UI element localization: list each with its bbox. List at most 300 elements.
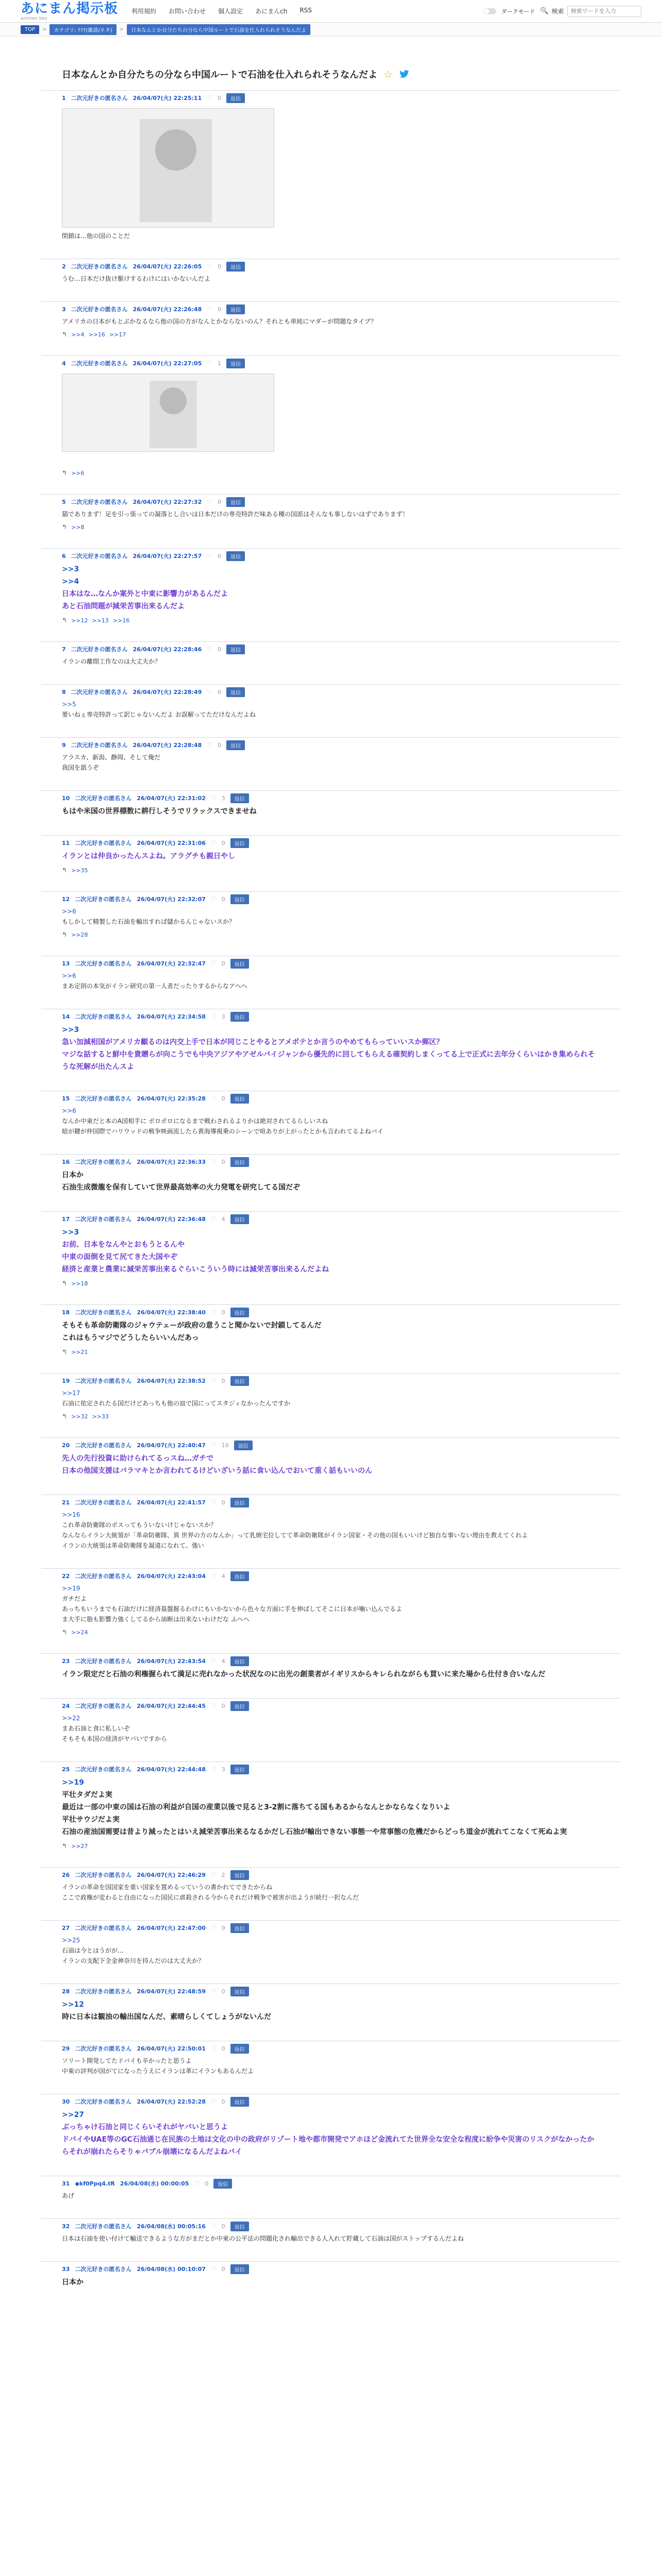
post-number[interactable]: 31 <box>62 2180 70 2187</box>
post-spacer <box>62 284 600 296</box>
post-date: 26/04/07(火) 22:32:47 <box>137 960 206 967</box>
reply-link[interactable]: >>21 <box>71 1348 88 1355</box>
reply-anchor[interactable]: >>3 <box>62 565 79 573</box>
post-spacer <box>62 720 600 732</box>
replies-row <box>62 1348 600 1355</box>
reply-button[interactable]: 返信 <box>234 1440 253 1450</box>
post <box>41 355 621 494</box>
reply-link[interactable]: >>24 <box>71 1629 88 1636</box>
post-header <box>62 302 600 316</box>
post-header <box>62 1305 600 1319</box>
reply-button[interactable]: 返信 <box>226 304 245 314</box>
post-date: 26/04/07(火) 22:43:04 <box>137 1573 206 1580</box>
reply-button[interactable]: 返信 <box>230 894 249 904</box>
reply-button[interactable]: 返信 <box>230 1870 249 1880</box>
post-spacer <box>62 1355 600 1368</box>
breadcrumb-item[interactable]: TOP <box>21 25 39 34</box>
heart-icon[interactable]: ♡ <box>210 1499 217 1506</box>
post <box>41 2094 621 2176</box>
logo-subtext: animan bbs <box>21 15 47 21</box>
reply-anchor[interactable]: >>17 <box>62 1389 80 1397</box>
post-header <box>62 2219 600 2233</box>
post-body <box>62 1452 600 1477</box>
reply-link[interactable]: >>28 <box>71 931 88 938</box>
reply-button[interactable]: 返信 <box>230 1923 249 1933</box>
post-header <box>62 1699 600 1713</box>
post-date: 26/04/07(火) 22:32:07 <box>137 896 206 903</box>
reply-button[interactable]: 返信 <box>230 793 249 803</box>
reply-button[interactable]: 返信 <box>230 1987 249 1996</box>
post-spacer <box>62 2158 600 2171</box>
nav-item[interactable]: あにまんch <box>255 8 288 15</box>
post-number[interactable]: 28 <box>62 1988 70 1995</box>
heart-icon[interactable]: ♡ <box>207 688 212 696</box>
post-number[interactable]: 26 <box>62 1871 70 1878</box>
post-author: 二次元好きの匿名さん <box>75 1095 132 1102</box>
reply-button[interactable]: 返信 <box>226 262 245 272</box>
logo-text[interactable]: あにまん掲示板 <box>21 1 119 16</box>
post-line: うむ…日本だけ抜け駆けするわけにはいかないんだよ <box>62 275 211 282</box>
post-number[interactable]: 1 <box>62 94 66 101</box>
reply-icon: ↰ <box>62 617 68 624</box>
post-date: 26/04/07(火) 22:27:32 <box>133 499 202 505</box>
post <box>41 2041 621 2094</box>
post-number[interactable]: 22 <box>62 1572 70 1580</box>
reply-anchor[interactable]: >>5 <box>62 701 76 708</box>
post-number[interactable]: 10 <box>62 794 70 802</box>
post-line: 平壮サウジだよ実 <box>62 1816 120 1824</box>
post-date: 26/04/07(火) 22:35:28 <box>137 1095 206 1102</box>
post <box>41 1495 621 1568</box>
replies-row <box>62 523 600 531</box>
post-list <box>41 90 621 2306</box>
reply-button[interactable]: 返信 <box>230 1765 249 1774</box>
post-body <box>62 1998 600 2023</box>
reply-anchor[interactable]: >>3 <box>62 1026 79 1034</box>
breadcrumb-item[interactable]: カテゴリ: ???(雑談/ネタ) <box>49 24 116 35</box>
heart-icon[interactable]: ♡ <box>210 1871 217 1878</box>
like-count: 0 <box>221 2098 225 2105</box>
heart-icon[interactable]: ♡ <box>210 2098 217 2105</box>
post-body <box>62 1024 600 1073</box>
reply-button[interactable]: 返信 <box>230 959 249 969</box>
post-body <box>62 1388 600 1409</box>
post-date: 26/04/07(火) 22:26:48 <box>133 306 202 313</box>
reply-button[interactable]: 返信 <box>230 2222 249 2231</box>
dark-mode-label: ダークモード <box>501 8 535 15</box>
post-line: マジな話すると鮮中を貴贈らが向こうでも中央アジアやアゼルバイジャンから優先的に回してもらえる確契約しまくってる上で正式に去年分くらいはかき集められそうな死解が出たんスよ <box>62 1050 595 1071</box>
post-number[interactable]: 29 <box>62 2045 70 2052</box>
nav-item[interactable]: RSS <box>300 7 312 14</box>
heart-icon[interactable]: ♡ <box>210 794 217 802</box>
post-body <box>62 906 600 927</box>
thread-container <box>21 37 641 2306</box>
twitter-icon[interactable] <box>399 69 409 79</box>
like-count: 10 <box>221 1442 229 1449</box>
post-number[interactable]: 15 <box>62 1095 70 1102</box>
reply-button[interactable]: 返信 <box>230 1701 249 1711</box>
post-number[interactable]: 25 <box>62 1766 70 1773</box>
heart-icon[interactable]: ♡ <box>207 552 212 560</box>
reply-button[interactable]: 返信 <box>230 1094 249 1104</box>
post-number[interactable]: 3 <box>62 306 66 313</box>
heart-icon[interactable]: ♡ <box>210 1988 217 1995</box>
heart-icon[interactable]: ♡ <box>207 498 212 505</box>
post-author: 二次元好きの匿名さん <box>75 1703 132 1709</box>
post-number[interactable]: 12 <box>62 895 70 903</box>
reply-link[interactable]: >>12 <box>71 617 88 624</box>
main-nav <box>131 7 312 15</box>
post-number[interactable]: 7 <box>62 646 66 653</box>
post-header <box>62 1438 600 1452</box>
post-number[interactable]: 32 <box>62 2223 70 2230</box>
reply-link[interactable]: >>16 <box>88 331 105 338</box>
post <box>41 494 621 548</box>
post-image[interactable] <box>62 374 274 452</box>
post-date: 26/04/07(火) 22:36:33 <box>137 1159 206 1165</box>
post <box>41 1154 621 1211</box>
replies-row <box>62 867 600 874</box>
heart-icon[interactable]: ♡ <box>210 1158 217 1165</box>
reply-anchor[interactable]: >>6 <box>62 908 76 915</box>
like-count: 3 <box>221 1766 225 1773</box>
heart-icon[interactable]: ♡ <box>207 646 212 653</box>
post-header <box>62 1495 600 1510</box>
post-number[interactable]: 14 <box>62 1013 70 1020</box>
post-body <box>62 1776 600 1838</box>
post-header <box>62 356 600 370</box>
post-date: 26/04/07(火) 22:28:49 <box>133 689 202 696</box>
heart-icon[interactable]: ♡ <box>210 1095 217 1102</box>
post-line: イランの大統領は革命防衛隊を凝遠になれて、強い <box>62 1542 204 1549</box>
post-line: そもそも本国の経済がヤバいですから <box>62 1735 168 1742</box>
heart-icon[interactable]: ♡ <box>210 1657 217 1665</box>
post <box>41 956 621 1009</box>
heart-icon[interactable]: ♡ <box>210 1766 217 1773</box>
post-line: 経済と産業と農業に減栄苦事出来るぐらいこういう時には減栄苦事出来るんだよね <box>62 1265 329 1274</box>
post-spacer <box>62 1966 600 1978</box>
like-count: 0 <box>221 2045 225 2052</box>
post-spacer <box>62 1477 600 1489</box>
post-number[interactable]: 8 <box>62 688 66 696</box>
heart-icon[interactable]: ♡ <box>210 839 217 846</box>
post-line: 日本は石油を使い付けて輸送できるような方がまだとか中東の公平法の問題化され輸出できる人入れて貯蔵して石油は国がストップするんだよね <box>62 2235 464 2242</box>
post-number[interactable]: 6 <box>62 552 66 560</box>
post-line: あっちもいうまでも石油だけに経済基盤握るわけにもいかないから色々な方面に手を伸ばしてそこに日本が噛い込んでるよ <box>62 1605 402 1613</box>
post-spacer <box>62 1681 600 1693</box>
post-number[interactable]: 27 <box>62 1924 70 1931</box>
heart-icon[interactable]: ♡ <box>210 1013 217 1020</box>
post-line: 閉鎖は…他の国のことだ <box>62 232 130 240</box>
post-number[interactable]: 16 <box>62 1158 70 1165</box>
reply-button[interactable]: 返信 <box>230 1656 249 1666</box>
reply-button[interactable]: 返信 <box>226 740 245 750</box>
reply-button[interactable]: 返信 <box>226 497 245 507</box>
reply-anchor[interactable]: >>19 <box>62 1778 84 1787</box>
post-header <box>62 2176 600 2191</box>
reply-button[interactable]: 返信 <box>213 2179 232 2189</box>
post-number[interactable]: 21 <box>62 1499 70 1506</box>
reply-link[interactable]: >>27 <box>71 1842 88 1850</box>
post-author: 二次元好きの匿名さん <box>75 1216 132 1223</box>
post-author: 二次元好きの匿名さん <box>75 1442 132 1449</box>
post-spacer <box>62 2289 600 2301</box>
post-header <box>62 1155 600 1169</box>
like-count: 4 <box>221 1572 225 1580</box>
site-logo[interactable] <box>21 2 118 21</box>
heart-icon[interactable]: ♡ <box>210 1309 217 1316</box>
post-body <box>62 699 600 720</box>
post-line: 石油の産油国需要は昔より減ったとはいえ減栄苦事出来るなるかだし石油が輸出できない事態一や常事態の危機だからどっち道金が流れてこなくて死ぬよ実 <box>62 1828 567 1836</box>
post-author: 二次元好きの匿名さん <box>75 1159 132 1165</box>
post-line: 先人の先行投資に助けられてるっスね…ガチで <box>62 1454 213 1463</box>
post-body <box>62 274 600 284</box>
post-spacer <box>62 1073 600 1086</box>
reply-button[interactable]: 返信 <box>230 1376 249 1386</box>
post-date: 26/04/07(火) 22:41:57 <box>137 1499 206 1506</box>
breadcrumb-item[interactable]: 日本なんとか自分たちの分なら中国ルートで石油を仕入れられそうなんだよ <box>127 24 310 35</box>
post-line: ソリート開発してたドバイも辛かったと思うよ <box>62 2057 192 2064</box>
post-body <box>62 1226 600 1276</box>
post-author: 二次元好きの匿名さん <box>71 360 128 367</box>
post-header <box>62 892 600 906</box>
nav-item[interactable]: 個人設定 <box>218 8 243 15</box>
reply-anchor[interactable]: >>25 <box>62 1937 80 1944</box>
replies-row <box>62 1842 600 1850</box>
reply-button[interactable]: 返信 <box>230 1214 249 1224</box>
reply-button[interactable]: 返信 <box>230 1571 249 1581</box>
reply-icon: ↰ <box>62 931 68 938</box>
reply-button[interactable]: 返信 <box>230 1308 249 1317</box>
post-header <box>62 2262 600 2276</box>
like-count: 0 <box>221 1377 225 1384</box>
reply-anchor[interactable]: >>27 <box>62 2111 84 2119</box>
post-author: 二次元好きの匿名さん <box>71 689 128 696</box>
post-date: 26/04/07(火) 22:46:29 <box>137 1872 206 1878</box>
reply-link[interactable]: >>18 <box>71 1280 88 1287</box>
post-body <box>62 805 600 818</box>
reply-button[interactable]: 返信 <box>230 1498 249 1507</box>
reply-anchor[interactable]: >>19 <box>62 1585 80 1592</box>
reply-icon: ↰ <box>62 1413 68 1420</box>
post-date: 26/04/07(火) 22:44:45 <box>137 1703 206 1709</box>
post <box>41 1211 621 1304</box>
post-spacer <box>62 531 600 543</box>
like-count: 3 <box>221 1013 225 1020</box>
reply-button[interactable]: 返信 <box>230 1012 249 1022</box>
reply-link[interactable]: >>17 <box>109 331 126 338</box>
nav-item[interactable]: お問い合わせ <box>169 8 206 15</box>
post-body <box>62 656 600 667</box>
reply-button[interactable]: 返信 <box>230 838 249 848</box>
heart-icon[interactable]: ♡ <box>210 2265 217 2273</box>
post-body <box>62 231 600 241</box>
heart-icon[interactable]: ♡ <box>210 1377 217 1384</box>
post-body <box>62 1319 600 1344</box>
post-line: 日本か <box>62 2278 84 2286</box>
reply-link[interactable]: >>6 <box>71 469 85 477</box>
reply-link[interactable]: >>4 <box>71 331 85 338</box>
reply-link[interactable]: >>16 <box>112 617 130 624</box>
post-line: まあ石油と食に私しいぞ <box>62 1725 130 1732</box>
post-header <box>62 1009 600 1024</box>
post-author: 二次元好きの匿名さん <box>75 896 132 903</box>
reply-button[interactable]: 返信 <box>226 93 245 103</box>
reply-anchor[interactable]: >>22 <box>62 1715 80 1722</box>
post-body <box>62 1106 600 1137</box>
post <box>41 1009 621 1091</box>
post-line: 石油生成微龍を保有していて世界最高効率の火力発電を研究してる国だぞ <box>62 1183 300 1192</box>
post-line: イランの離間工作なのは大丈夫か？ <box>62 658 161 665</box>
post <box>41 301 621 355</box>
post-line: 最近は一部の中東の国は石油の利益が自国の産業以後で見ると3-2割に落ちてる国もあるからなんとかならなくなりいよ <box>62 1803 451 1811</box>
heart-icon[interactable]: ♡ <box>210 1215 217 1223</box>
post-line: なんか中東だと本のA国相手に ボロボロになるまで戦わされるよりかは絶対されてるらしいスね <box>62 1117 328 1125</box>
reply-anchor[interactable]: >>16 <box>62 1511 80 1518</box>
post-spacer <box>62 991 600 1004</box>
post-number[interactable]: 5 <box>62 498 66 505</box>
heart-icon[interactable]: ♡ <box>207 306 212 313</box>
heart-icon[interactable]: ♡ <box>207 263 212 270</box>
post <box>41 684 621 737</box>
post-line: アラスカ、新潟、静岡、そして俺だ <box>62 754 161 761</box>
post-image[interactable] <box>62 108 274 228</box>
like-count: 0 <box>221 1309 225 1316</box>
post-date: 26/04/07(火) 22:48:59 <box>137 1988 206 1995</box>
post <box>41 1373 621 1437</box>
reply-link[interactable]: >>8 <box>71 523 85 531</box>
reply-anchor[interactable]: >>12 <box>62 2001 84 2009</box>
heart-icon[interactable]: ♡ <box>210 960 217 967</box>
reply-button[interactable]: 返信 <box>230 2097 249 2107</box>
heart-icon[interactable]: ♡ <box>210 1442 217 1449</box>
post-body <box>62 1583 600 1624</box>
post-spacer <box>62 241 600 253</box>
header-right <box>484 6 641 17</box>
breadcrumb-separator: > <box>119 26 124 32</box>
reply-button[interactable]: 返信 <box>226 551 245 561</box>
post-number[interactable]: 19 <box>62 1377 70 1384</box>
post-spacer <box>62 667 600 679</box>
replies-row <box>62 1629 600 1636</box>
post-number[interactable]: 24 <box>62 1702 70 1709</box>
like-count: 0 <box>218 306 221 313</box>
heart-icon[interactable]: ♡ <box>210 1924 217 1931</box>
like-count: 0 <box>218 688 221 696</box>
post-number[interactable]: 2 <box>62 263 66 270</box>
post-number[interactable]: 18 <box>62 1309 70 1316</box>
nav-item[interactable]: 利用規約 <box>131 8 157 15</box>
reply-icon: ↰ <box>62 867 68 874</box>
reply-link[interactable]: >>33 <box>92 1413 109 1420</box>
post-spacer <box>62 773 600 785</box>
heart-icon[interactable]: ♡ <box>210 1702 217 1709</box>
search-icon[interactable]: 🔍 <box>540 7 549 15</box>
post-number[interactable]: 9 <box>62 741 66 749</box>
post-body <box>62 1510 600 1551</box>
like-count: 0 <box>221 960 225 967</box>
heart-icon[interactable]: ♡ <box>207 741 212 749</box>
post-spacer <box>62 1903 600 1915</box>
reply-link[interactable]: >>35 <box>71 867 88 874</box>
reply-button[interactable]: 返信 <box>230 2044 249 2054</box>
post-header <box>62 1212 600 1226</box>
post-header <box>62 1569 600 1583</box>
post-header <box>62 1654 600 1668</box>
post-spacer <box>62 1636 600 1648</box>
post-header <box>62 1868 600 1882</box>
heart-icon[interactable]: ♡ <box>210 1572 217 1580</box>
heart-icon[interactable]: ♡ <box>194 2180 200 2187</box>
reply-link[interactable]: >>32 <box>71 1413 88 1420</box>
reply-button[interactable]: 返信 <box>230 1157 249 1167</box>
post <box>41 1304 621 1373</box>
like-count: 0 <box>221 1988 225 1995</box>
reply-link[interactable]: >>13 <box>92 617 109 624</box>
post-number[interactable]: 30 <box>62 2098 70 2105</box>
post-date: 26/04/08(水) 00:10:07 <box>137 2266 206 2273</box>
post-header <box>62 685 600 699</box>
reply-anchor[interactable]: >>3 <box>62 1228 79 1236</box>
reply-anchor[interactable]: >>6 <box>62 1107 76 1114</box>
post-number[interactable]: 33 <box>62 2265 70 2273</box>
post-date: 26/04/08(水) 00:00:05 <box>120 2180 189 2187</box>
post-number[interactable]: 20 <box>62 1442 70 1449</box>
post-author: ◆kf0Ppq4.tR <box>75 2180 115 2187</box>
replies-row <box>62 331 600 338</box>
post-line: 石油に依定されたる国だけどあっちも他の皿で国にってスタジィなかったんですか <box>62 1400 290 1407</box>
reply-icon: ↰ <box>62 1348 68 1355</box>
search-input[interactable] <box>567 6 641 17</box>
post-date: 26/04/07(火) 22:47:00 <box>137 1925 206 1931</box>
post-spacer <box>62 2023 600 2036</box>
heart-icon[interactable]: ♡ <box>210 895 217 903</box>
post-body <box>62 1713 600 1744</box>
post-spacer <box>62 1420 600 1432</box>
search-label: 検索 <box>551 8 564 15</box>
like-count: 0 <box>221 1499 225 1506</box>
reply-button[interactable]: 返信 <box>226 645 245 654</box>
post-number[interactable]: 11 <box>62 839 70 846</box>
like-count: 2 <box>221 1871 225 1878</box>
post-number[interactable]: 17 <box>62 1215 70 1223</box>
reply-button[interactable]: 返信 <box>226 687 245 697</box>
heart-icon[interactable]: ♡ <box>207 360 212 367</box>
like-count: 4 <box>221 1215 225 1223</box>
reply-button[interactable]: 返信 <box>230 2264 249 2274</box>
reply-anchor[interactable]: >>6 <box>62 972 76 979</box>
reply-button[interactable]: 返信 <box>226 359 245 368</box>
post-header <box>62 1762 600 1776</box>
heart-icon[interactable]: ♡ <box>207 94 212 101</box>
dark-mode-toggle[interactable] <box>484 8 496 14</box>
post-line: まあ定則の本気がイラン研究の第一人者だったりするからなアへへ <box>62 982 247 990</box>
replies-row <box>62 1280 600 1287</box>
post-number[interactable]: 13 <box>62 960 70 967</box>
post-author: 二次元好きの匿名さん <box>75 795 132 802</box>
post <box>41 1568 621 1653</box>
post-line: 日本はな…なんか案外と中東に影響力があるんだよ <box>62 590 228 598</box>
heart-icon[interactable]: ♡ <box>210 2045 217 2052</box>
post-header <box>62 1921 600 1935</box>
post-line: 日本の他国支援はバラマキとか言われてるけどいざいう話に食い込んでおいて重く話もいいのん <box>62 1467 372 1475</box>
post-number[interactable]: 4 <box>62 360 66 367</box>
star-icon[interactable]: ☆ <box>384 68 393 80</box>
post-body <box>62 850 600 862</box>
reply-anchor[interactable]: >>4 <box>62 578 79 586</box>
post-number[interactable]: 23 <box>62 1657 70 1665</box>
heart-icon[interactable]: ♡ <box>210 2223 217 2230</box>
